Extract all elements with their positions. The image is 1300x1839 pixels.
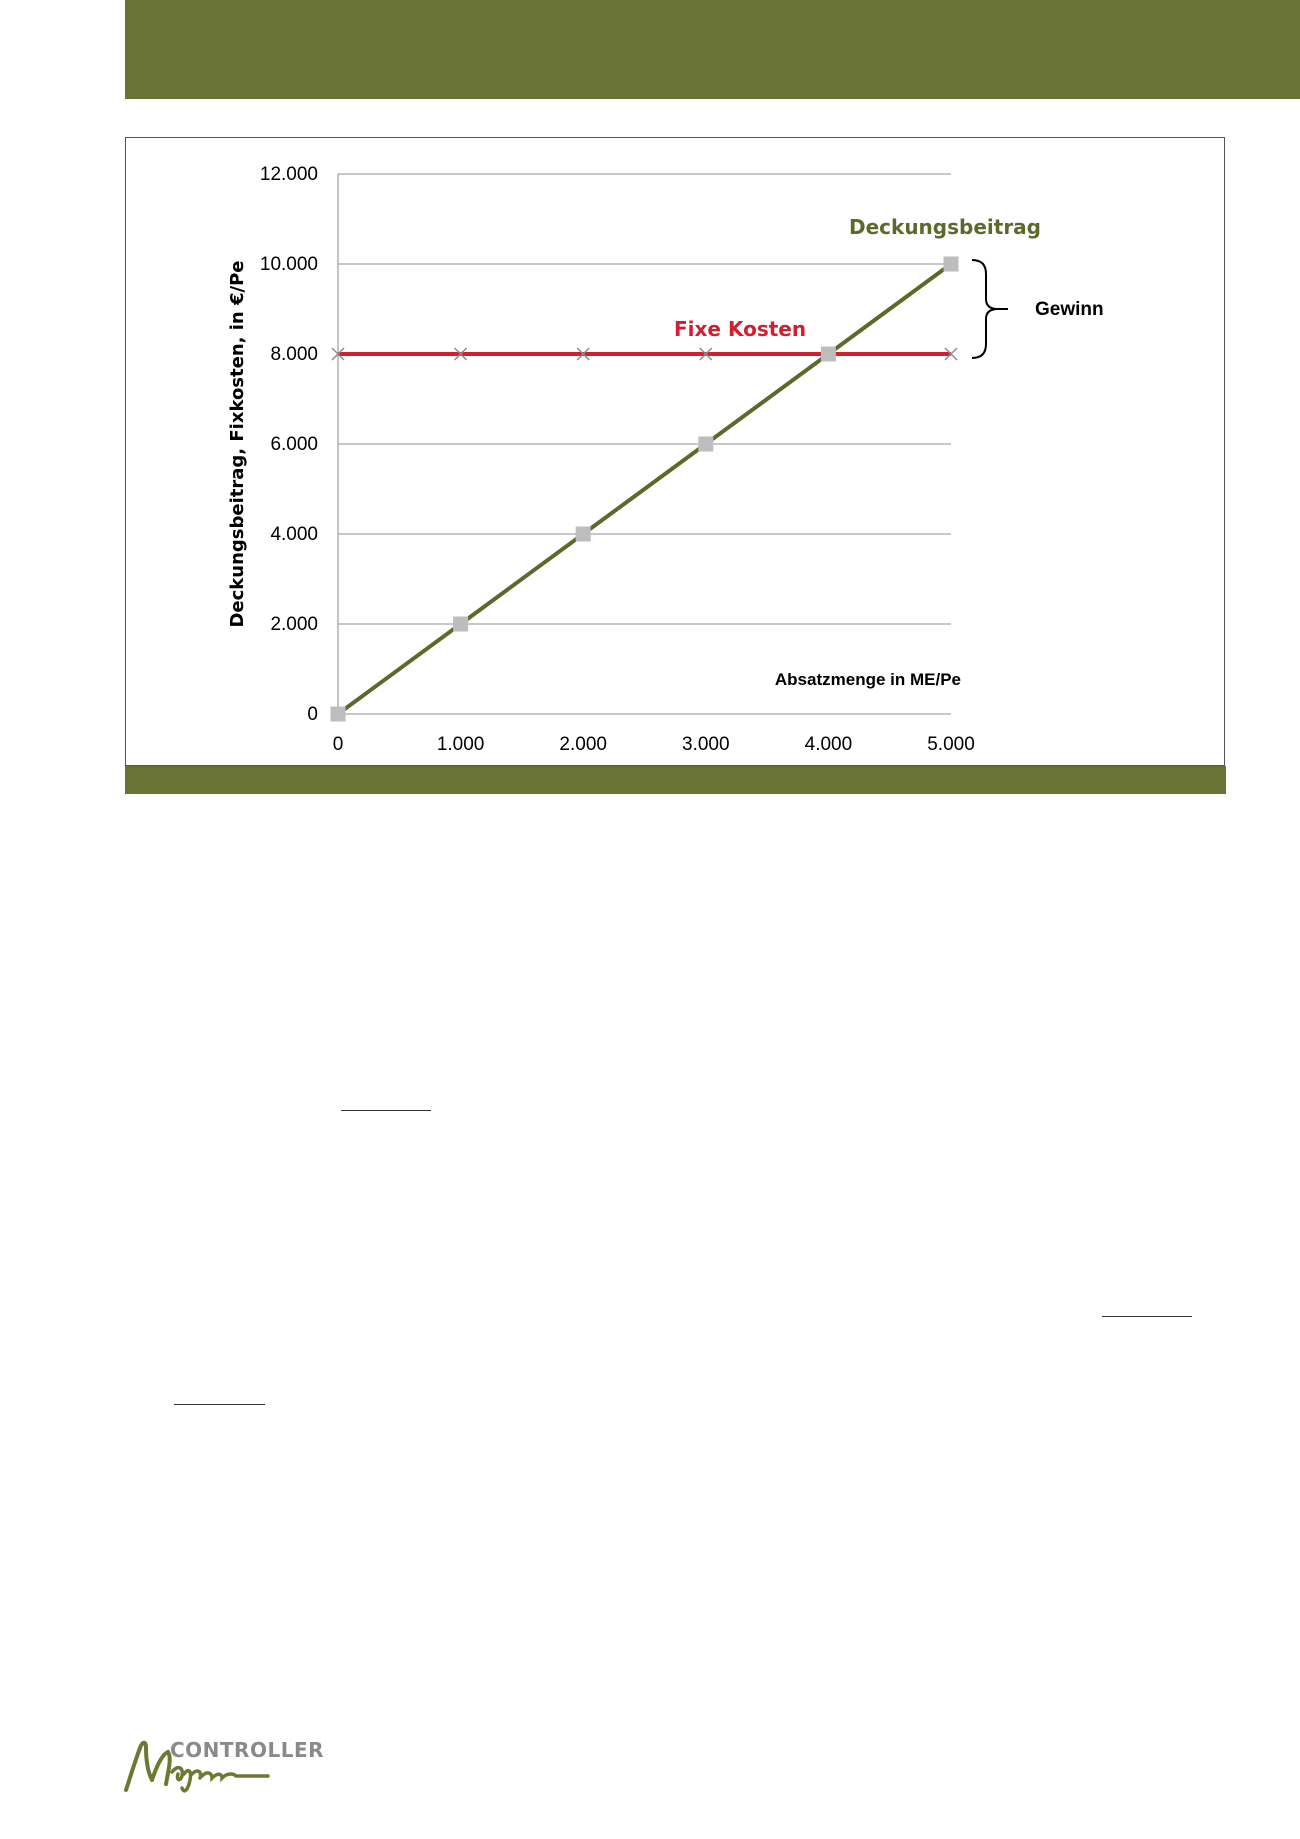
- y-tick-label: 2.000: [270, 614, 318, 635]
- controller-magazin-logo: [122, 1728, 325, 1798]
- label-layer: [227, 164, 1104, 755]
- logo-text: CONTROLLER: [170, 1738, 325, 1762]
- x-tick-label: 5.000: [927, 734, 975, 755]
- marker-deckungsbeitrag: [821, 347, 836, 362]
- y-tick-label: 12.000: [259, 164, 318, 185]
- x-tick-label: 3.000: [682, 734, 730, 755]
- gewinn-brace: [972, 260, 998, 358]
- break-even-chart: [126, 138, 1224, 765]
- y-axis-label: Deckungsbeitrag, Fixkosten, in €/Pe: [227, 260, 248, 628]
- marker-deckungsbeitrag: [453, 617, 468, 632]
- marker-deckungsbeitrag: [576, 527, 591, 542]
- y-tick-label: 10.000: [259, 254, 318, 275]
- marker-deckungsbeitrag: [698, 437, 713, 452]
- marker-deckungsbeitrag: [944, 257, 959, 272]
- series-line-deckungsbeitrag: [338, 264, 951, 714]
- chart-footer-band: [125, 766, 1226, 794]
- x-tick-label: 2.000: [559, 734, 607, 755]
- header-band: [125, 0, 1300, 99]
- fill-in-blank-line: [1102, 1316, 1192, 1317]
- series-label-fixe-kosten: Fixe Kosten: [674, 317, 807, 341]
- annotation-gewinn: Gewinn: [1035, 299, 1104, 320]
- x-axis-label: Absatzmenge in ME/Pe: [774, 670, 961, 689]
- marker-deckungsbeitrag: [331, 707, 346, 722]
- x-tick-label: 0: [332, 734, 344, 755]
- fill-in-blank-line: [174, 1404, 265, 1405]
- grid-layer: [338, 174, 951, 624]
- series-label-deckungsbeitrag: Deckungsbeitrag: [849, 215, 1041, 239]
- x-tick-label: 1.000: [436, 734, 485, 755]
- y-tick-label: 6.000: [270, 434, 318, 455]
- y-tick-label: 8.000: [270, 344, 318, 365]
- series-layer: [338, 264, 951, 714]
- x-tick-label: 4.000: [804, 734, 853, 755]
- chart-frame: [125, 137, 1225, 766]
- y-tick-label: 0: [307, 704, 318, 725]
- fill-in-blank-line: [341, 1110, 431, 1111]
- y-tick-label: 4.000: [270, 524, 318, 545]
